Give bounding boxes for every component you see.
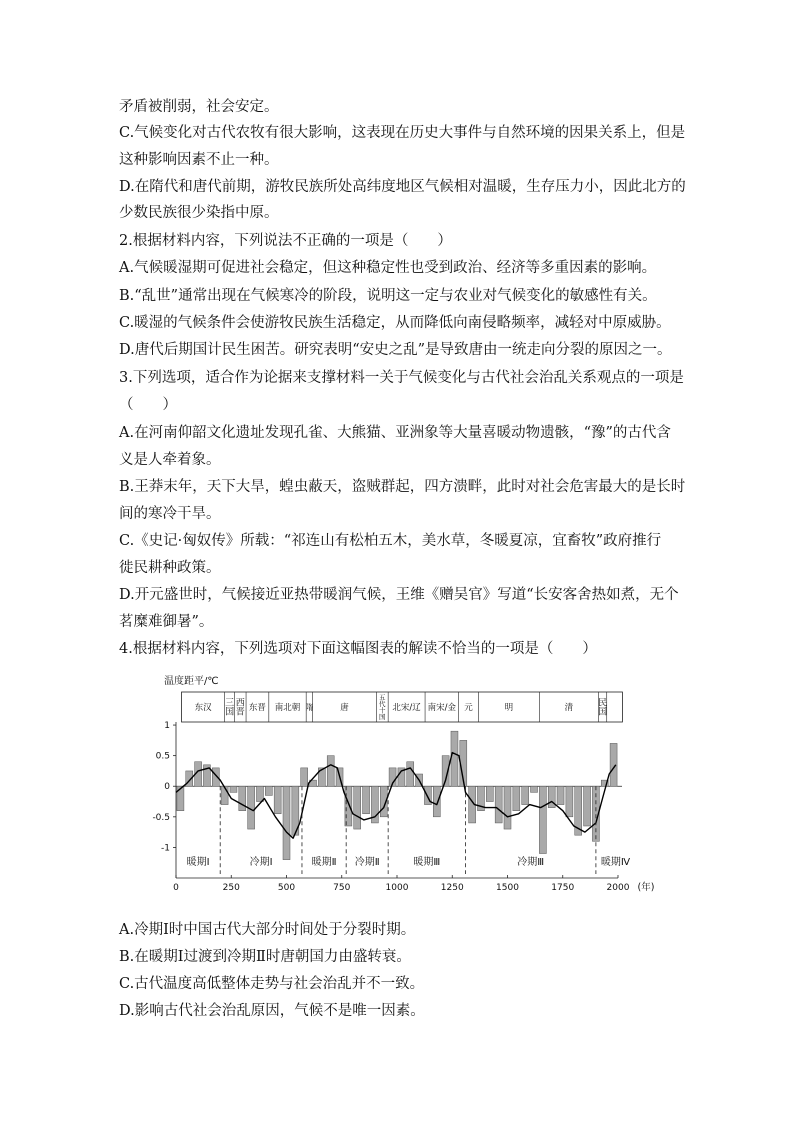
temperature-bar <box>283 786 290 859</box>
dynasty-label: 元 <box>464 703 473 713</box>
temperature-bar <box>557 786 564 804</box>
period-label: 冷期Ⅰ <box>249 857 273 868</box>
temperature-bar <box>345 786 352 826</box>
temperature-bar <box>256 786 263 801</box>
dynasty-label: 南宋/金 <box>427 703 457 713</box>
temperature-bar <box>486 786 493 801</box>
dynasty-label: 北宋/辽 <box>392 703 421 713</box>
period-label: 暖期Ⅳ <box>600 857 631 868</box>
dynasty-label: 东晋 <box>248 703 266 713</box>
q3-option-b-line-2: 间的寒冷干旱。 <box>119 506 221 522</box>
period-label: 冷期Ⅱ <box>354 857 380 868</box>
temperature-bar <box>354 786 361 829</box>
temperature-bar <box>610 743 617 786</box>
q2-option-b: B.“乱世”通常出现在气候寒冷的阶段，说明这一定与农业对气候变化的敏感性有关。 <box>119 288 657 304</box>
x-tick-label: 0 <box>173 883 179 893</box>
temperature-bar <box>584 786 591 826</box>
x-tick-label: 1250 <box>440 883 464 893</box>
q3-stem-line-1: 3.下列选项，适合作为论据来支撑材料一关于气候变化与古代社会治乱关系观点的一项是 <box>119 370 684 386</box>
x-axis-label: (年) <box>637 882 655 893</box>
x-tick-label: 250 <box>222 883 240 893</box>
y-tick-label: -1 <box>161 843 170 854</box>
q3-option-d-line-2: 茗糜难御暑”。 <box>119 614 214 630</box>
q1-option-d-line-2: 少数民族很少染指中原。 <box>119 205 279 221</box>
q3-option-b-line-1: B.王莽末年，天下大旱，蝗虫蔽天，盗贼群起，四方溃畔，此时对社会危害最大的是长时 <box>119 479 686 495</box>
temperature-bar <box>433 786 440 817</box>
temperature-bar <box>239 786 246 810</box>
y-axis-label: 温度距平/℃ <box>164 676 219 687</box>
x-tick-label: 2000 <box>606 883 630 893</box>
temperature-bar <box>504 786 511 829</box>
y-tick-label: 0 <box>164 782 170 793</box>
q3-option-c-line-2: 徙民耕种政策。 <box>119 560 221 576</box>
y-tick-label: 0.5 <box>155 751 170 762</box>
period-label: 暖期Ⅰ <box>186 857 210 868</box>
temperature-bar <box>230 786 237 792</box>
dynasty-label: 唐 <box>340 703 349 713</box>
temperature-bar <box>221 786 228 804</box>
dynasty-label: 三国 <box>225 698 235 718</box>
dynasty-label: 隋 <box>305 703 314 712</box>
temperature-bar <box>301 768 308 786</box>
temperature-bar <box>451 731 458 786</box>
temperature-bar <box>513 786 520 810</box>
period-label: 暖期Ⅱ <box>311 857 337 868</box>
q3-option-a-line-1: A.在河南仰韶文化遗址发现孔雀、大熊猫、亚洲象等大量喜暖动物遗骸，“豫”的古代含 <box>119 425 671 441</box>
y-tick-label: -0.5 <box>152 812 170 823</box>
dynasty-label: 五代十国 <box>379 693 386 722</box>
q3-stem-line-2: （ ） <box>119 397 177 413</box>
temperature-bar <box>265 786 272 795</box>
dynasty-label: 南北朝 <box>274 703 301 713</box>
dynasty-label: 明 <box>504 703 514 713</box>
temperature-bar <box>539 786 546 853</box>
q2-stem: 2.根据材料内容，下列说法不正确的一项是（ ） <box>119 233 452 249</box>
q1-prev-option-tail: 矛盾被削弱，社会安定。 <box>119 99 279 115</box>
x-tick-label: 750 <box>333 883 351 893</box>
q4-option-a: A.冷期Ⅰ时中国古代大部分时间处于分裂时期。 <box>119 922 416 938</box>
q4-option-d: D.影响古代社会治乱原因，气候不是唯一因素。 <box>119 1003 425 1019</box>
temperature-bar <box>495 786 502 823</box>
x-tick-label: 1750 <box>551 883 575 893</box>
period-label: 暖期Ⅲ <box>413 857 441 868</box>
q4-option-c: C.古代温度高低整体走势与社会治乱并不一致。 <box>119 976 425 992</box>
q3-option-d-line-1: D.开元盛世时，气候接近亚热带暖润气候，王维《赠吴官》写道“长安客舍热如煮，无个 <box>119 587 679 603</box>
temperature-bar <box>531 786 538 792</box>
dynasty-label: 清 <box>564 703 574 713</box>
temperature-bar <box>522 786 529 804</box>
temperature-anomaly-chart <box>140 670 660 895</box>
chart-canvas <box>140 670 660 895</box>
q4-option-b: B.在暖期Ⅰ过渡到冷期Ⅱ时唐朝国力由盛转衰。 <box>119 949 411 965</box>
q1-option-c-line-2: 这种影响因素不止一种。 <box>119 152 279 168</box>
temperature-bar <box>363 786 370 814</box>
dynasty-label: 民国 <box>598 698 608 718</box>
q3-option-a-line-2: 义是人牵着象。 <box>119 452 221 468</box>
q1-option-d-line-1: D.在隋代和唐代前期，游牧民族所处高纬度地区气候相对温暖，生存压力小，因此北方的 <box>119 179 686 195</box>
x-tick-label: 1000 <box>385 883 409 893</box>
period-label: 冷期Ⅲ <box>517 857 545 868</box>
dynasty-label: 西晋 <box>235 698 245 718</box>
q4-stem: 4.根据材料内容，下列选项对下面这幅图表的解读不恰当的一项是（ ） <box>119 641 597 657</box>
q3-option-c-line-1: C.《史记·匈奴传》所载：“祁连山有松柏五木，美水草，冬暖夏凉，宜畜牧”政府推行 <box>119 533 662 549</box>
q2-option-c: C.暖湿的气候条件会使游牧民族生活稳定，从而降低向南侵略频率，减轻对中原威胁。 <box>119 315 671 331</box>
q1-option-c-line-1: C.气候变化对古代农牧有很大影响，这表现在历史大事件与自然环境的因果关系上，但是 <box>119 125 686 141</box>
q2-option-a: A.气候暖湿期可促进社会稳定，但这种稳定性也受到政治、经济等多重因素的影响。 <box>119 260 657 276</box>
dynasty-label: 东汉 <box>194 703 212 713</box>
temperature-bar <box>407 762 414 786</box>
x-tick-label: 1500 <box>496 883 519 893</box>
q2-option-d: D.唐代后期国计民生困苦。研究表明“安史之乱”是导致唐由一统走向分裂的原因之一。 <box>119 342 672 358</box>
temperature-bar <box>274 786 281 814</box>
y-tick-label: 1 <box>164 721 170 732</box>
temperature-bar <box>327 756 334 787</box>
x-tick-label: 500 <box>277 883 296 893</box>
temperature-bar <box>566 786 573 817</box>
